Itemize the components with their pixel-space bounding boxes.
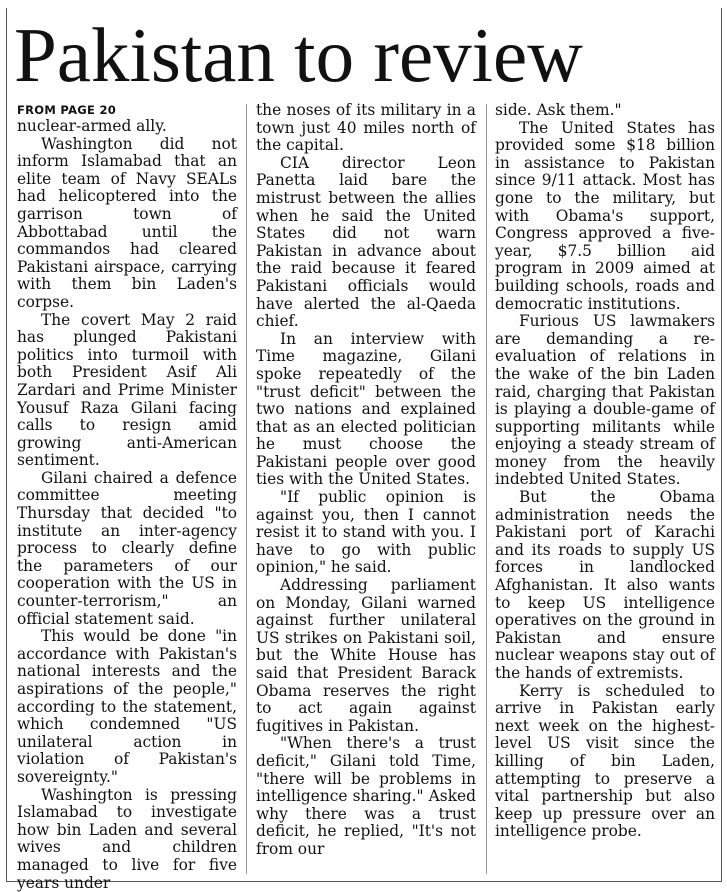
paragraph: Addressing parliament on Monday, Gilani warned against further unilateral US strikes on Pakistani soil, but the White House has said that President Barack Obama reserves the right to act again against fugitives in Pakistan.: [256, 576, 476, 735]
paragraph: Kerry is scheduled to arrive in Pakistan early next week on the highest-level US visit since the killing of bin Laden, attempting to preserve a vital partnership but also keep up pressure over an intelligence probe.: [495, 681, 715, 841]
paragraph: side. Ask them.": [495, 101, 622, 119]
paragraph: The United States has provided some $18 billion in assistance to Pakistan since 9/11 attack. Most has gone to the military, but with Obama's support, Congress approved a five-year, $7.5 billion aid program in 2009 aimed at building schools, roads and democratic institutions.: [495, 118, 715, 313]
paragraph: "If public opinion is against you, then I cannot resist it to stand with you. I have to go with public opinion," he said.: [256, 488, 476, 577]
paragraph: nuclear-armed ally.: [17, 117, 167, 135]
paragraph: Washington did not inform Islamabad that an elite team of Navy SEALs had helicoptered into the garrison town of Abbottabad until the commandos had cleared Pakistani airspace, carrying with them bin Laden's corpse.: [17, 134, 237, 311]
paragraph: Gilani chaired a defence committee meeting Thursday that decided "to institute an inter-agency process to clearly define the parameters of our cooperation with the US in counter-terrorism," an official statement said.: [17, 468, 237, 628]
paragraph: This would be done "in accordance with Pakistan's national interests and the aspirations of the people," according to the statement, which condemned "US unilateral action in violation of Pakistan's sovereignty.": [17, 627, 237, 786]
paragraph: Furious US lawmakers are demanding a re-evaluation of relations in the wake of the bin Laden raid, charging that Pakistan is playing a double-game of supporting militants while enjoying a steady stream of money from the heavily indebted United States.: [495, 312, 715, 489]
continued-kicker: FROM PAGE 20: [17, 103, 117, 117]
paragraph: "When there's a trust deficit," Gilani told Time, "there will be problems in intelligence sharing." Asked why there was a trust deficit, he replied, "It's not from our: [256, 734, 476, 858]
headline: Pakistan to review: [14, 12, 583, 98]
paragraph: CIA director Leon Panetta laid bare the mistrust between the allies when he said the United States did not warn Pakistan in advance about the raid because it feared Pakistani officials would have alerted the al-Qaeda chief.: [256, 153, 476, 331]
column-rule: [486, 104, 487, 874]
paragraph: Washington is pressing Islamabad to investigate how bin Laden and several wives and children managed to live for five years under: [17, 785, 237, 892]
column-2: [256, 102, 476, 878]
paragraph: But the Obama administration needs the Pakistani port of Karachi and its roads to supply US forces in landlocked Afghanistan. It also wants to keep US intelligence operatives on the ground in Pakistan and ensure nuclear weapons stay out of the hands of extremists.: [495, 488, 715, 682]
column-rule: [246, 104, 247, 874]
paragraph: In an interview with Time magazine, Gilani spoke repeatedly of the "trust deficit" between the two nations and explained that as an elected politician he must choose the Pakistani people over good ties with the United States.: [256, 329, 476, 489]
column-3: [495, 102, 715, 878]
column-1: [17, 102, 237, 892]
paragraph: The covert May 2 raid has plunged Pakistani politics into turmoil with both President Asif Ali Zardari and Prime Minister Yousuf Raza Gilani facing calls to resign amid growing anti-American sentiment.: [17, 310, 237, 470]
paragraph: the noses of its military in a town just 40 miles north of the capital.: [256, 101, 476, 155]
